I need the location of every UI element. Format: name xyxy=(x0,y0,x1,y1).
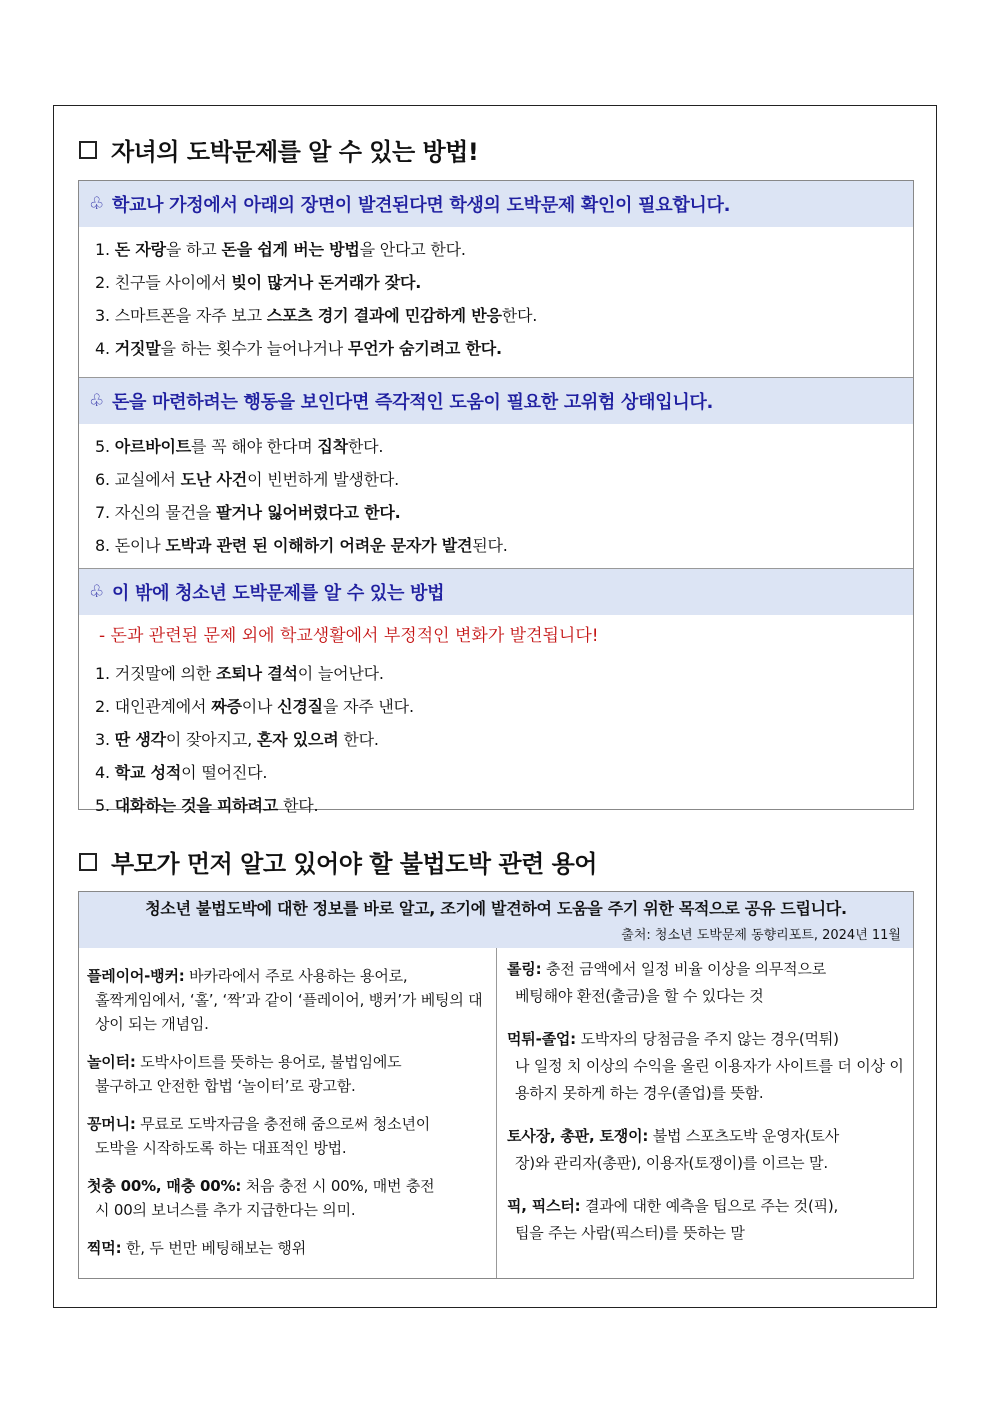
glossary-entry: 꽁머니: 무료로 도박자금을 충전해 줌으로써 청소년이 도박을 시작하도록 하는 대표적인 방법. xyxy=(87,1115,431,1157)
group-header-text: 이 밖에 청소년 도박문제를 알 수 있는 방법 xyxy=(111,583,445,604)
list-item: 8. 돈이나 도박과 관련 된 이해하기 어려운 문자가 발견된다. xyxy=(95,536,508,555)
glossary-lead: 청소년 불법도박에 대한 정보를 바로 알고, 조기에 발견하여 도움을 주기 위한 목적으로 공유 드립니다. xyxy=(145,899,847,918)
glossary-entry: 롤링: 충전 금액에서 일정 비율 이상을 의무적으로 베팅해야 환전(출금)을 할 수 있다는 것 xyxy=(507,960,827,1005)
warning-note: - 돈과 관련된 문제 외에 학교생활에서 부정적인 변화가 발견됩니다! xyxy=(99,626,599,646)
list-item: 1. 거짓말에 의한 조퇴나 결석이 늘어난다. xyxy=(95,664,384,683)
list-item: 1. 돈 자랑을 하고 돈을 쉽게 버는 방법을 안다고 한다. xyxy=(95,240,466,259)
list-item: 7. 자신의 물건을 팔거나 잃어버렸다고 한다. xyxy=(95,503,401,522)
glossary-entry: 픽, 픽스터: 결과에 대한 예측을 팁으로 주는 것(픽), 팁을 주는 사람(픽스터)를 뜻하는 말 xyxy=(507,1197,839,1242)
glossary-term: 픽, 픽스터: xyxy=(507,1197,581,1215)
glossary-entry: 토사장, 총판, 토쟁이: 불법 스포츠도박 운영자(토사 장)와 관리자(총판), 이용자(토쟁이)를 이르는 말. xyxy=(507,1127,840,1172)
glossary-term: 찍먹: xyxy=(87,1239,122,1257)
section-title-detect xyxy=(79,132,478,167)
glossary-box xyxy=(78,891,914,1279)
list-item: 4. 거짓말을 하는 횟수가 늘어나거나 무언가 숨기려고 한다. xyxy=(95,339,502,358)
detection-box xyxy=(78,180,914,815)
glossary-source: 출처: 청소년 도박문제 동향리포트, 2024년 11월 xyxy=(621,928,901,943)
glossary-term: 꽁머니: xyxy=(87,1115,136,1133)
list-item: 3. 딴 생각이 잦아지고, 혼자 있으려 한다. xyxy=(95,730,379,749)
clover-icon: ♧ xyxy=(89,194,104,214)
list-item: 2. 친구들 사이에서 빚이 많거나 돈거래가 잦다. xyxy=(95,273,422,292)
glossary-entry: 놀이터: 도박사이트를 뜻하는 용어로, 불법임에도 불구하고 안전한 합법 ‘놀이터’로 광고함. xyxy=(87,1053,402,1095)
sign-list xyxy=(79,424,913,568)
list-item: 3. 스마트폰을 자주 보고 스포츠 경기 결과에 민감하게 반응한다. xyxy=(95,306,538,325)
glossary-term: 롤링: xyxy=(507,960,542,978)
glossary-term: 놀이터: xyxy=(87,1053,136,1071)
glossary-header xyxy=(79,892,913,948)
clover-icon: ♧ xyxy=(89,391,104,411)
group-header xyxy=(79,378,913,424)
checkbox-icon xyxy=(79,853,97,871)
section-title-glossary xyxy=(79,844,597,879)
glossary-term: 먹튀-졸업: xyxy=(507,1030,576,1048)
glossary-entry: 플레이어-뱅커: 바카라에서 주로 사용하는 용어로, 홀짝게임에서, ‘홀’, ‘짝’과 같이 ‘플레이어, 뱅커’가 베팅의 대상이 되는 개념임. xyxy=(87,967,483,1033)
group-header-text: 돈을 마련하려는 행동을 보인다면 즉각적인 도움이 필요한 고위험 상태입니다. xyxy=(111,392,714,413)
glossary-columns xyxy=(79,948,913,1278)
glossary-column-right xyxy=(497,948,913,1278)
checkbox-icon xyxy=(79,141,97,159)
document-frame xyxy=(53,105,937,1308)
section-title-text: 부모가 먼저 알고 있어야 할 불법도박 관련 용어 xyxy=(111,850,597,878)
section-title-text: 자녀의 도박문제를 알 수 있는 방법! xyxy=(111,138,479,166)
clover-icon: ♧ xyxy=(89,582,104,602)
glossary-term: 첫충 00%, 매충 00%: xyxy=(87,1177,242,1195)
list-item: 2. 대인관계에서 짜증이나 신경질을 자주 낸다. xyxy=(95,697,414,716)
sign-list xyxy=(79,651,913,826)
glossary-entry: 찍먹: 한, 두 번만 베팅해보는 행위 xyxy=(87,1239,306,1257)
list-item: 6. 교실에서 도난 사건이 빈번하게 발생한다. xyxy=(95,470,400,489)
group-header-text: 학교나 가정에서 아래의 장면이 발견된다면 학생의 도박문제 확인이 필요합니다. xyxy=(111,195,731,216)
list-item: 5. 아르바이트를 꼭 해야 한다며 집착한다. xyxy=(95,437,384,456)
list-item: 4. 학교 성적이 떨어진다. xyxy=(95,763,268,782)
glossary-term: 플레이어-뱅커: xyxy=(87,967,185,985)
glossary-entry: 첫충 00%, 매충 00%: 처음 충전 시 00%, 매번 충전 시 00의 보너스를 추가 지급한다는 의미. xyxy=(87,1177,435,1219)
glossary-entry: 먹튀-졸업: 도박자의 당첨금을 주지 않는 경우(먹튀) 나 일정 치 이상의 수익을 올린 이용자가 사이트를 더 이상 이용하지 못하게 하는 경우(졸업)를 뜻함. xyxy=(507,1030,904,1102)
group-header xyxy=(79,569,913,615)
glossary-column-left xyxy=(79,948,497,1278)
glossary-term: 토사장, 총판, 토쟁이: xyxy=(507,1127,649,1145)
list-item: 5. 대화하는 것을 피하려고 한다. xyxy=(95,796,319,815)
sign-list xyxy=(79,227,913,358)
group-header xyxy=(79,181,913,227)
